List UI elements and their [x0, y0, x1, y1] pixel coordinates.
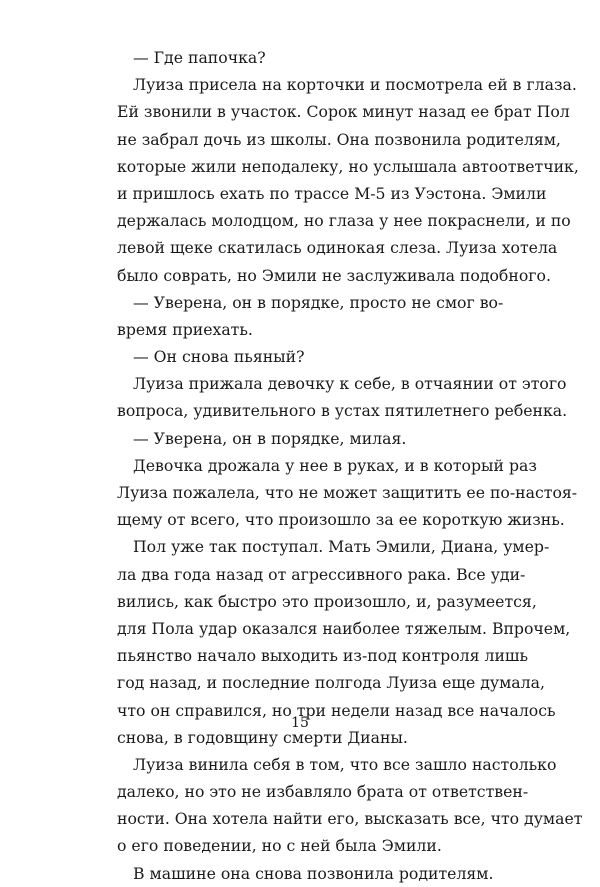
text-line: о его поведении, но с ней была Эмили.	[117, 836, 442, 856]
text-line: — Где папочка?	[133, 48, 266, 67]
text-line: — Уверена, он в порядке, милая.	[133, 428, 407, 448]
text-line: Луиза пожалела, что не может защитить ее по-настоя-	[117, 483, 578, 502]
text-line: Луиза прижала девочку к себе, в отчаянии от этого	[133, 374, 567, 394]
text-line: вопроса, удивительного в устах пятилетнего ребенка.	[117, 401, 568, 421]
page-number: 15	[291, 715, 309, 731]
text-line: Девочка дрожала у нее в руках, и в который раз	[133, 455, 537, 475]
text-line: щему от всего, что произошло за ее короткую жизнь.	[117, 510, 565, 530]
text-line: и пришлось ехать по трассе М-5 из Уэстона. Эмили	[117, 183, 547, 203]
text-line: ла два года назад от агрессивного рака. Все уди-	[117, 564, 526, 584]
text-line: — Уверена, он в порядке, просто не смог во-	[133, 292, 504, 312]
text-line: далеко, но это не избавляло брата от ответствен-	[117, 782, 529, 802]
text-line: Луиза винила себя в том, что все зашло настолько	[133, 754, 557, 774]
text-line: вились, как быстро это произошло, и, разумеется,	[117, 591, 537, 611]
text-line: снова, в годовщину смерти Дианы.	[117, 727, 408, 747]
text-line: — Он снова пьяный?	[133, 347, 305, 367]
text-line: пьянство начало выходить из-под контроля лишь	[117, 646, 529, 666]
text-line: время приехать.	[117, 319, 253, 339]
text-line: не забрал дочь из школы. Она позвонила родителям,	[117, 129, 561, 149]
body-text	[117, 44, 583, 887]
text-line: Ей звонили в участок. Сорок минут назад ее брат Пол	[117, 102, 570, 122]
text-line: год назад, и последние полгода Луиза еще думала,	[117, 673, 545, 693]
text-line: левой щеке скатилась одинокая слеза. Луиза хотела	[117, 238, 558, 258]
text-line: что он справился, но три недели назад все началось	[117, 700, 556, 720]
text-line: ности. Она хотела найти его, высказать все, что думает	[117, 809, 583, 829]
text-line: Пол уже так поступал. Мать Эмили, Диана, умер-	[133, 537, 550, 557]
text-line: Луиза присела на корточки и посмотрела ей в глаза.	[133, 75, 577, 95]
text-line: В машине она снова позвонила родителям.	[133, 863, 494, 883]
text-line: держалась молодцом, но глаза у нее покраснели, и по	[117, 211, 571, 231]
text-line: которые жили неподалеку, но услышала автоответчик,	[117, 156, 579, 176]
text-line: было соврать, но Эмили не заслуживала подобного.	[117, 265, 551, 285]
text-line: для Пола удар оказался наиболее тяжелым. Впрочем,	[117, 618, 571, 638]
